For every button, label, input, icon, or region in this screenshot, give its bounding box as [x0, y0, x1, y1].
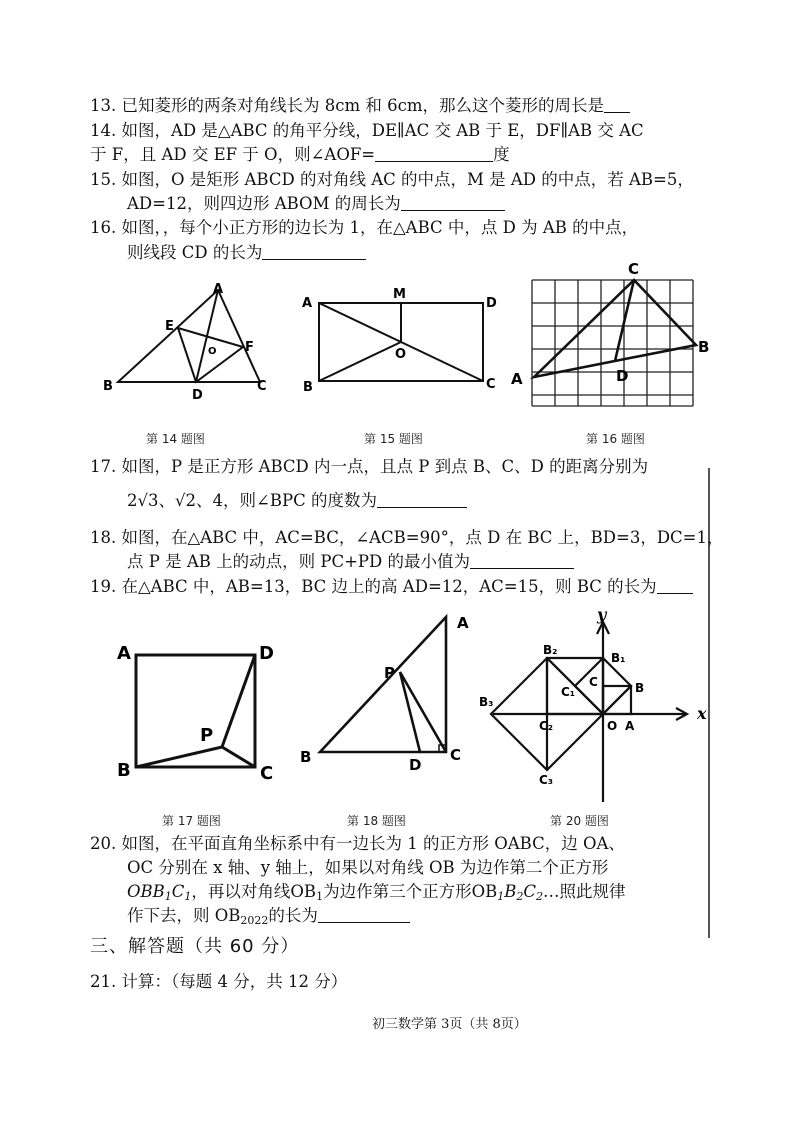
question-14-line2: 于 F，且 AD 交 EF 于 O，则∠AOF= 度	[90, 145, 510, 164]
caption-figure-15: 第 15 题图	[364, 432, 423, 446]
figure-14	[100, 278, 280, 403]
label-O: O	[208, 346, 217, 357]
label-C: C	[486, 377, 496, 392]
label-A: A	[511, 370, 523, 388]
answer-blank[interactable]	[262, 241, 366, 260]
figure-16	[508, 258, 718, 412]
question-17-line2: 2√3、√2、4，则∠BPC 的度数为	[127, 487, 737, 515]
label-A: A	[117, 643, 131, 664]
figure-18	[296, 608, 482, 778]
figure-20	[475, 598, 715, 803]
label-D: D	[192, 388, 203, 403]
label-B: B	[103, 379, 113, 394]
question-16-line1: 16. 如图，，每个小正方形的边长为 1，在△ABC 中，点 D 为 AB 的中点，	[90, 218, 639, 237]
question-18-line1: 18. 如图，在△ABC 中，AC=BC，∠ACB=90°，点 D 在 BC 上，BD=3，DC=1，	[90, 528, 724, 547]
label-B2: B₂	[543, 643, 558, 657]
label-D: D	[259, 643, 274, 664]
answer-blank[interactable]	[657, 575, 693, 594]
answer-blank[interactable]	[375, 143, 493, 162]
label-O: O	[607, 719, 618, 733]
figure-17	[112, 635, 287, 785]
label-C3: C₃	[539, 773, 554, 787]
label-C1: C₁	[561, 685, 576, 699]
label-B: B	[698, 338, 710, 356]
question-21: 21. 计算：（每题 4 分，共 12 分）	[90, 972, 348, 991]
answer-blank[interactable]	[470, 550, 574, 569]
caption-figure-20: 第 20 题图	[550, 814, 609, 828]
label-B1: B₁	[611, 651, 626, 665]
answer-blank[interactable]	[604, 94, 630, 113]
question-16-line2: 则线段 CD 的长为	[127, 239, 737, 267]
section-heading: 三、解答题（共 60 分）	[90, 936, 300, 957]
label-B: B	[635, 681, 645, 695]
label-C2: C₂	[539, 719, 554, 733]
label-M: M	[393, 287, 406, 302]
label-C: C	[257, 379, 267, 394]
label-D: D	[486, 296, 497, 311]
label-B: B	[300, 748, 312, 766]
question-13: 13. 已知菱形的两条对角线长为 8cm 和 6cm，那么这个菱形的周长是	[90, 92, 700, 120]
caption-figure-16: 第 16 题图	[586, 432, 645, 446]
question-20-line4: 作下去，则 $OB_{2022}$的长为	[127, 902, 737, 935]
caption-figure-18: 第 18 题图	[347, 814, 406, 828]
question-14-line1: 14. 如图，AD 是△ABC 的角平分线，DE∥AC 交 AB 于 E，DF∥AB 交 AC	[90, 121, 644, 140]
label-D: D	[409, 756, 422, 774]
question-17-line1: 17. 如图，P 是正方形 ABCD 内一点，且点 P 到点 B、C、D 的距离分别为	[90, 457, 649, 476]
label-C: C	[450, 746, 462, 764]
figure-15	[300, 283, 505, 395]
label-F: F	[245, 340, 254, 355]
question-15-line1: 15. 如图，O 是矩形 ABCD 的对角线 AC 的中点，M 是 AD 的中点，若 AB=5，	[90, 170, 694, 189]
question-19: 19. 在△ABC 中，AB=13，BC 边上的高 AD=12，AC=15，则 BC 的长为	[90, 573, 700, 601]
label-C: C	[589, 675, 598, 689]
label-C: C	[628, 260, 640, 278]
question-15-line2: AD=12，则四边形 ABOM 的周长为	[127, 190, 737, 218]
label-E: E	[165, 319, 174, 334]
label-A: A	[213, 282, 224, 297]
caption-figure-14: 第 14 题图	[146, 432, 205, 446]
label-P: P	[200, 725, 214, 746]
question-20-line3: $OBB_1C_1$，再以对角线$OB_1$为边作第三个正方形$OB_1B_2C_2\dots$照此规律	[127, 882, 626, 903]
caption-figure-17: 第 17 题图	[162, 814, 221, 828]
label-B3: B₃	[479, 695, 494, 709]
question-20-line2: OC 分别在 x 轴、y 轴上，如果以对角线 OB 为边作第二个正方形	[127, 858, 609, 877]
page-footer: 初三数学第 3页（共 8页）	[372, 1017, 527, 1032]
label-P: P	[384, 664, 395, 682]
label-A: A	[302, 296, 313, 311]
label-y: y	[597, 605, 607, 624]
answer-blank[interactable]	[318, 904, 410, 923]
answer-blank[interactable]	[377, 489, 467, 508]
label-B: B	[303, 380, 313, 395]
label-A: A	[457, 614, 469, 632]
question-20-line1: 20. 如图，在平面直角坐标系中有一边长为 1 的正方形 OABC，边 OA、	[90, 834, 625, 853]
answer-blank[interactable]	[401, 192, 505, 211]
question-18-line2: 点 P 是 AB 上的动点，则 PC+PD 的最小值为	[127, 548, 737, 576]
label-D: D	[616, 367, 629, 385]
label-O: O	[395, 347, 407, 362]
label-x: x	[697, 704, 707, 723]
label-C: C	[260, 763, 274, 784]
label-A: A	[625, 719, 635, 733]
label-B: B	[117, 760, 131, 781]
